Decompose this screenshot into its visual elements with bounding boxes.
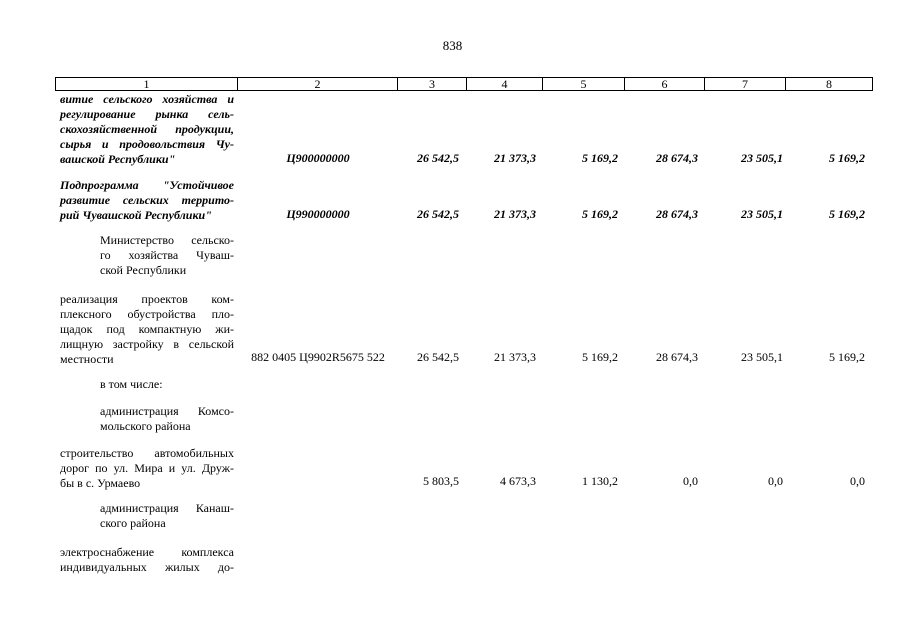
table-row-name — [60, 446, 234, 491]
header-col-6: 6 — [625, 78, 705, 90]
text-line: администрация Канаш- — [100, 501, 234, 515]
text-line: ского района — [100, 516, 166, 530]
row-value-col5: 1 130,2 — [582, 474, 618, 488]
header-col-4: 4 — [467, 78, 543, 90]
text-line: скохозяйственной продукции, — [60, 122, 234, 136]
row-value-col5: 5 169,2 — [582, 207, 618, 221]
row-value-col8: 5 169,2 — [829, 350, 865, 364]
table-row-name — [60, 545, 234, 575]
text-line: щадок под компактную жи- — [60, 322, 234, 336]
header-col-8: 8 — [826, 77, 832, 91]
row-value-col8: 5 169,2 — [829, 207, 865, 221]
row-value-col7: 23 505,1 — [741, 350, 783, 364]
row-value-col8: 0,0 — [850, 474, 865, 488]
row-code: Ц900000000 — [286, 151, 350, 165]
row-value-col3: 5 803,5 — [423, 474, 459, 488]
text-line: ской Республики — [100, 263, 187, 277]
row-value-col5: 5 169,2 — [582, 350, 618, 364]
row-value-col7: 23 505,1 — [741, 207, 783, 221]
text-line: дорог по ул. Мира и ул. Друж- — [60, 461, 234, 475]
text-line: реализация проектов ком- — [60, 292, 234, 306]
table-row-name — [60, 92, 234, 167]
row-value-col8: 5 169,2 — [829, 151, 865, 165]
row-value-col6: 28 674,3 — [656, 151, 698, 165]
text-line: администрация Комсо- — [100, 404, 234, 418]
text-line: местности — [60, 352, 114, 366]
page-number: 838 — [442, 38, 463, 53]
header-col-2: 2 — [238, 78, 398, 90]
text-line: Министерство сельско- — [100, 233, 234, 247]
row-code: Ц990000000 — [286, 207, 350, 221]
text-line: строительство автомобильных — [60, 446, 234, 460]
text-line: индивидуальных жилых до- — [60, 560, 234, 574]
row-code: 882 0405 Ц9902R5675 522 — [251, 350, 385, 364]
row-value-col6: 28 674,3 — [656, 207, 698, 221]
table-row-name — [100, 377, 234, 392]
table-row-name — [100, 233, 234, 278]
table-row-name — [60, 292, 234, 367]
row-value-col6: 28 674,3 — [656, 350, 698, 364]
text-line: в том числе: — [100, 377, 163, 391]
row-value-col3: 26 542,5 — [417, 350, 459, 364]
row-value-col3: 26 542,5 — [417, 151, 459, 165]
table-row-name — [100, 404, 234, 434]
table-row-name — [100, 501, 234, 531]
text-line: регулирование рынка сель- — [60, 107, 234, 121]
row-value-col3: 26 542,5 — [417, 207, 459, 221]
text-line: бы в с. Урмаево — [60, 476, 141, 490]
row-value-col4: 21 373,3 — [494, 151, 536, 165]
row-value-col5: 5 169,2 — [582, 151, 618, 165]
text-line: лищную застройку в сельской — [60, 337, 234, 351]
row-value-col6: 0,0 — [683, 474, 698, 488]
text-line: мольского района — [100, 419, 191, 433]
text-line: сырья и продовольствия Чу- — [60, 137, 234, 151]
text-line: го хозяйства Чуваш- — [100, 248, 234, 262]
text-line: витие сельского хозяйства и — [60, 92, 234, 106]
row-value-col7: 0,0 — [768, 474, 783, 488]
text-line: электроснабжение комплекса — [60, 545, 234, 559]
header-col-5: 5 — [543, 78, 625, 90]
text-line: плексного обустройства пло- — [60, 307, 234, 321]
row-value-col7: 23 505,1 — [741, 151, 783, 165]
text-line: рий Чувашской Республики" — [60, 208, 212, 222]
row-value-col4: 4 673,3 — [500, 474, 536, 488]
text-line: Подпрограмма "Устойчивое — [60, 178, 234, 192]
text-line: развитие сельских террито- — [60, 193, 234, 207]
header-col-3: 3 — [398, 78, 467, 90]
row-value-col4: 21 373,3 — [494, 350, 536, 364]
header-col-7: 7 — [705, 78, 786, 90]
row-value-col4: 21 373,3 — [494, 207, 536, 221]
header-col-1: 1 — [56, 78, 238, 90]
text-line: вашской Республики" — [60, 152, 176, 166]
table-row-name — [60, 178, 234, 223]
table-header-row — [55, 77, 873, 91]
